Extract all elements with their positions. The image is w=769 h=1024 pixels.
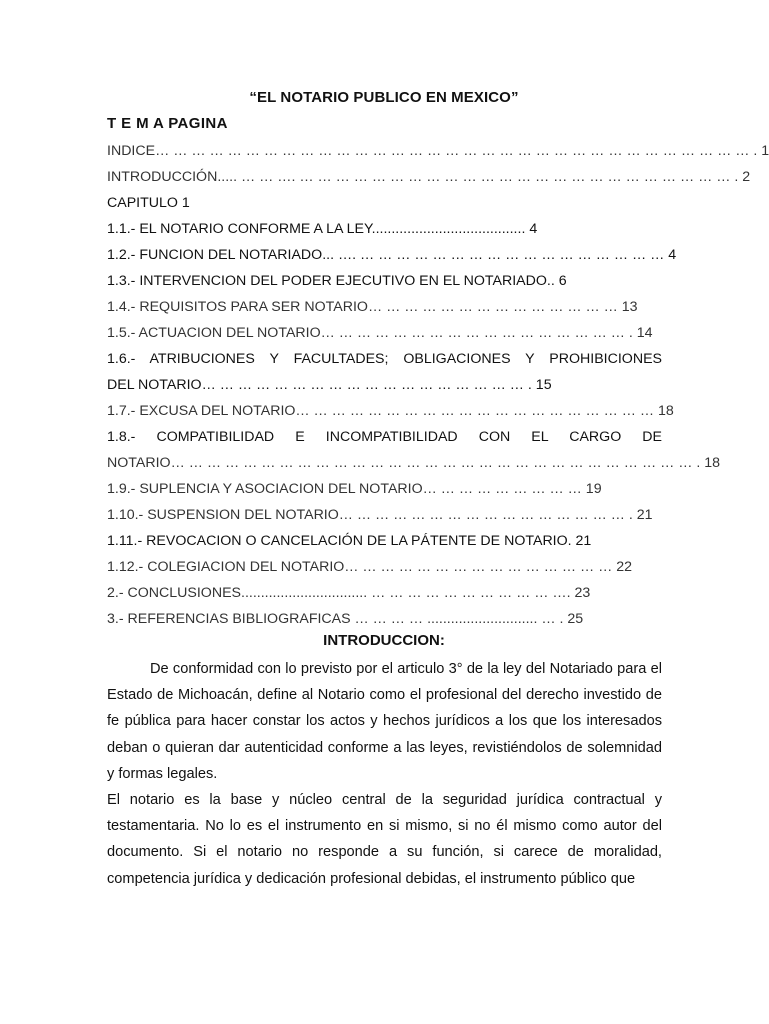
toc-entry: CAPITULO 1 bbox=[107, 195, 190, 211]
toc-entry: 1.12.- COLEGIACION DEL NOTARIO… … … … … … … … … … … … … … … 22 bbox=[107, 559, 633, 575]
document-title: “EL NOTARIO PUBLICO EN MEXICO” bbox=[249, 89, 519, 106]
toc-entry: 1.2.- FUNCION DEL NOTARIADO... …. … … … … … … … … … … … … … … … … … 4 bbox=[107, 247, 677, 263]
toc-entry: 1.3.- INTERVENCION DEL PODER EJECUTIVO EN EL NOTARIADO.. 6 bbox=[107, 273, 567, 289]
toc-entry: 1.8.- COMPATIBILIDAD E INCOMPATIBILIDAD CON EL CARGO DE bbox=[107, 429, 662, 445]
body-text bbox=[107, 656, 662, 892]
toc-header: T E M A PAGINA bbox=[107, 115, 228, 132]
toc-entry: 1.9.- SUPLENCIA Y ASOCIACION DEL NOTARIO… … … … … … … … … 19 bbox=[107, 481, 602, 497]
toc-entry: 1.4.- REQUISITOS PARA SER NOTARIO… … … … … … … … … … … … … … 13 bbox=[107, 299, 638, 315]
toc-entry: NOTARIO… … … … … … … … … … … … … … … … … … … … … … … … … … … … … . 18 bbox=[107, 455, 720, 471]
toc-entry: DEL NOTARIO… … … … … … … … … … … … … … … … … … . 15 bbox=[107, 377, 552, 393]
toc-entry: 1.1.- EL NOTARIO CONFORME A LA LEY....................................... 4 bbox=[107, 221, 538, 237]
toc-entry: 2.- CONCLUSIONES................................ … … … … … … … … … … …. 23 bbox=[107, 585, 591, 601]
paragraph: De conformidad con lo previsto por el articulo 3° de la ley del Notariado para el Estado de Michoacán, define al Notario como el profesional del derecho investido de fe pública para hacer constar los actos y hechos jurídicos a los que los interesados deban o quieran dar autenticidad conforme a las leyes, revistiéndolos de solemnidad y formas legales. bbox=[107, 661, 662, 782]
toc-entry: 1.5.- ACTUACION DEL NOTARIO… … … … … … … … … … … … … … … … … . 14 bbox=[107, 325, 653, 341]
toc-entry: 1.10.- SUSPENSION DEL NOTARIO… … … … … … … … … … … … … … … … . 21 bbox=[107, 507, 653, 523]
toc-entry: INDICE… … … … … … … … … … … … … … … … … … … … … … … … … … … … … … … … … . 1 bbox=[107, 143, 769, 159]
section-title: INTRODUCCION: bbox=[323, 632, 445, 649]
toc-entry: 1.6.- ATRIBUCIONES Y FACULTADES; OBLIGACIONES Y PROHIBICIONES bbox=[107, 351, 662, 367]
toc-entry: 1.11.- REVOCACION O CANCELACIÓN DE LA PÁTENTE DE NOTARIO. 21 bbox=[107, 533, 592, 549]
toc-entry: 3.- REFERENCIAS BIBLIOGRAFICAS … … … … ............................ … . 25 bbox=[107, 611, 584, 627]
toc-entry: INTRODUCCIÓN..... … … …. … … … … … … … … … … … … … … … … … … … … … … … … . 2 bbox=[107, 169, 751, 185]
table-of-contents bbox=[107, 138, 769, 632]
paragraph: El notario es la base y núcleo central de la seguridad jurídica contractual y testamentaria. No lo es el instrumento en si mismo, si no él mismo como autor del documento. Si el notario no responde a su función, si carece de moralidad, competencia jurídica y dedicación profesional debidas, el instrumento público que bbox=[107, 792, 662, 887]
toc-entry: 1.7.- EXCUSA DEL NOTARIO… … … … … … … … … … … … … … … … … … … … 18 bbox=[107, 403, 674, 419]
